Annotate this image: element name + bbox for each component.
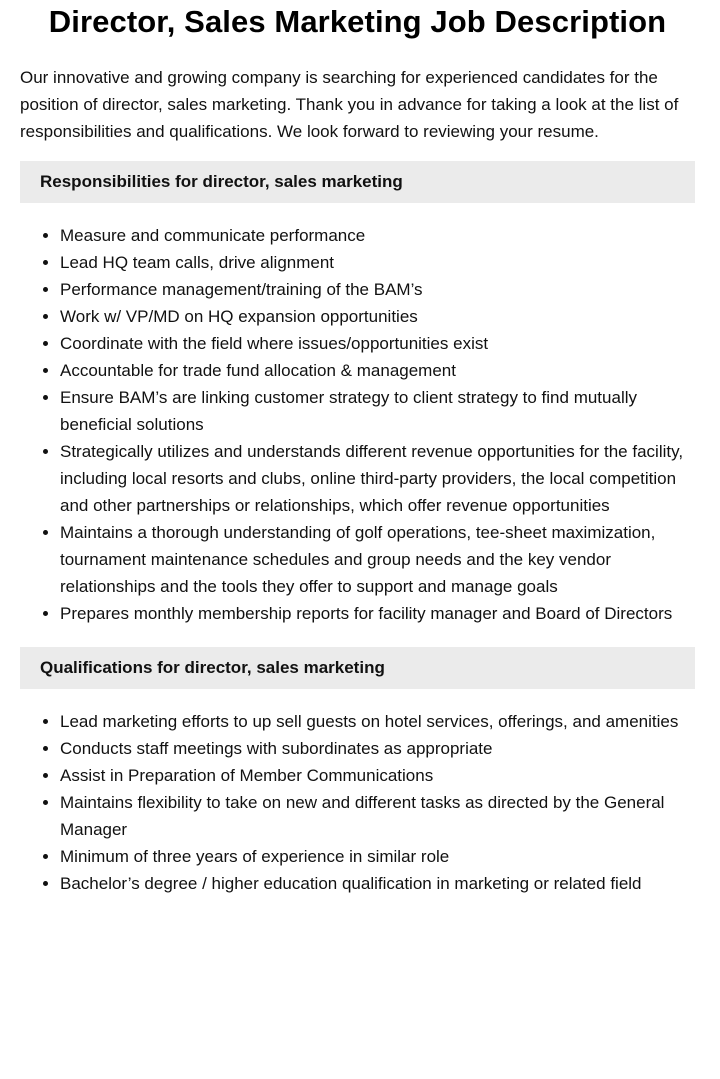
list-item [60, 357, 695, 384]
list-item-text: Bachelor’s degree / higher education qualification in marketing or related field [60, 874, 642, 893]
list-item [60, 870, 695, 897]
list-item-text: Lead marketing efforts to up sell guests on hotel services, offerings, and amenities [60, 712, 679, 731]
bullet-icon [43, 746, 48, 751]
bullet-icon [43, 530, 48, 535]
list-item [60, 276, 695, 303]
list-item [60, 303, 695, 330]
list-item [60, 600, 695, 627]
bullet-icon [43, 719, 48, 724]
list-item [60, 330, 695, 357]
list-item-text: Accountable for trade fund allocation & management [60, 361, 456, 380]
list-item-text: Coordinate with the field where issues/opportunities exist [60, 334, 489, 353]
list-item-text: Ensure BAM’s are linking customer strategy to client strategy to find mutually beneficial solutions [60, 388, 637, 434]
qualifications-list [20, 708, 695, 897]
list-item [60, 438, 695, 519]
list-item-text: Conducts staff meetings with subordinates as appropriate [60, 739, 493, 758]
bullet-icon [43, 800, 48, 805]
list-item-text: Assist in Preparation of Member Communications [60, 766, 434, 785]
bullet-icon [43, 341, 48, 346]
list-item-text: Minimum of three years of experience in similar role [60, 847, 450, 866]
list-item [60, 384, 695, 438]
list-item [60, 762, 695, 789]
bullet-icon [43, 287, 48, 292]
list-item-text: Performance management/training of the BAM’s [60, 280, 423, 299]
bullet-icon [43, 881, 48, 886]
page-title: Director, Sales Marketing Job Description [48, 4, 667, 39]
list-item [60, 519, 695, 600]
responsibilities-list [20, 222, 695, 627]
bullet-icon [43, 773, 48, 778]
list-item-text: Measure and communicate performance [60, 226, 366, 245]
bullet-icon [43, 314, 48, 319]
bullet-icon [43, 449, 48, 454]
bullet-icon [43, 854, 48, 859]
list-item-text: Strategically utilizes and understands different revenue opportunities for the facility, including local resorts and clubs, online third-party providers, the local competition and other partnerships or relationships, which offer revenue opportunities [60, 442, 684, 515]
list-item [60, 843, 695, 870]
list-item-text: Maintains a thorough understanding of golf operations, tee-sheet maximization, tournament maintenance schedules and group needs and the key vendor relationships and the tools they offer to support and manage goals [60, 523, 656, 596]
list-item [60, 249, 695, 276]
list-item-text: Maintains flexibility to take on new and different tasks as directed by the General Manager [60, 793, 665, 839]
bullet-icon [43, 260, 48, 265]
intro-paragraph: Our innovative and growing company is searching for experienced candidates for the position of director, sales marketing. Thank you in advance for taking a look at the list of responsibilities and qualifications. We look forward to reviewing your resume. [20, 68, 679, 141]
list-item-text: Work w/ VP/MD on HQ expansion opportunities [60, 307, 418, 326]
list-item-text: Lead HQ team calls, drive alignment [60, 253, 335, 272]
list-item-text: Prepares monthly membership reports for facility manager and Board of Directors [60, 604, 673, 623]
list-item [60, 735, 695, 762]
responsibilities-heading: Responsibilities for director, sales marketing [20, 161, 695, 203]
list-item [60, 222, 695, 249]
bullet-icon [43, 395, 48, 400]
bullet-icon [43, 233, 48, 238]
qualifications-heading: Qualifications for director, sales marketing [20, 647, 695, 689]
bullet-icon [43, 611, 48, 616]
list-item [60, 708, 695, 735]
list-item [60, 789, 695, 843]
bullet-icon [43, 368, 48, 373]
